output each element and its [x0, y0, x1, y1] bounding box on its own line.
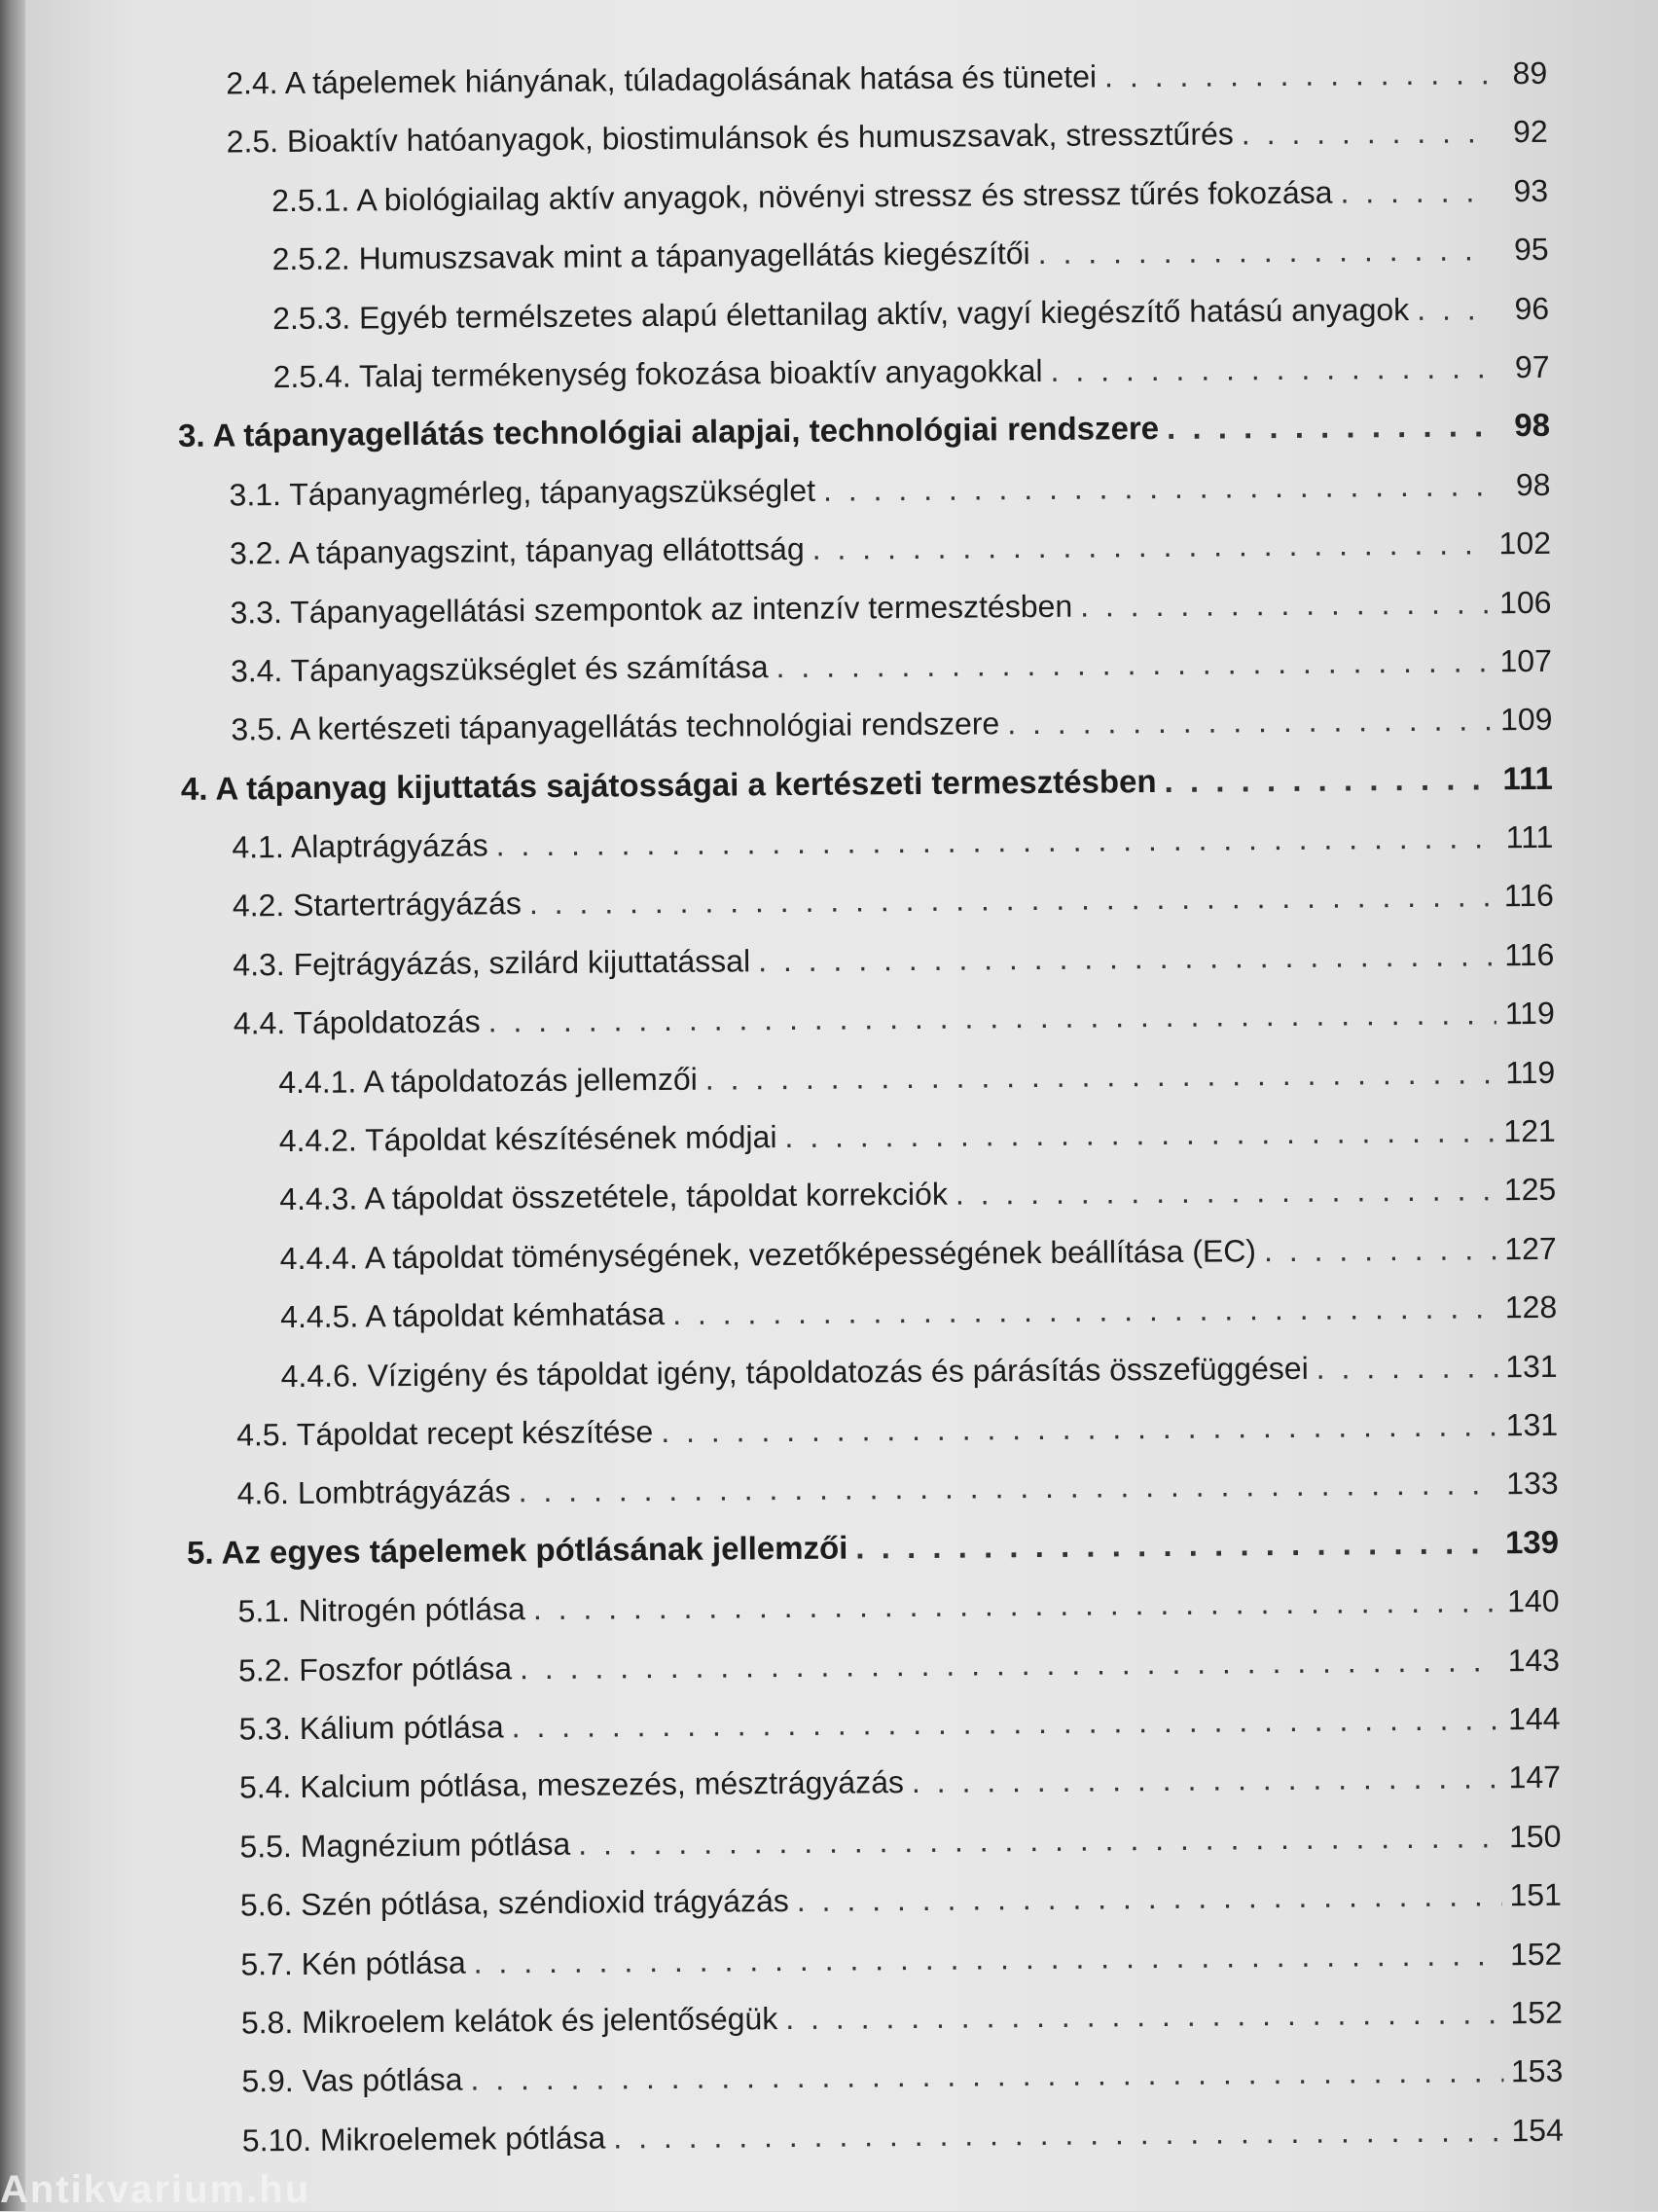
toc-entry-title: 3.4. Tápanyagszükséglet és számítása [230, 649, 769, 689]
dot-leader [487, 985, 1496, 1052]
dot-leader [1417, 279, 1491, 339]
dot-leader [1007, 691, 1493, 753]
toc-entry [170, 690, 1552, 760]
dot-leader [1104, 44, 1490, 106]
toc-entry [179, 1748, 1561, 1818]
toc-entry-page-number: 106 [1498, 584, 1552, 620]
toc-entry-title: 5.7. Kén pótlása [240, 1944, 466, 1981]
dot-leader [823, 455, 1493, 520]
toc-entry [168, 396, 1550, 466]
toc-entry-page-number: 107 [1499, 642, 1553, 679]
toc-entry-page-number: 127 [1504, 1230, 1557, 1267]
toc-entry-page-number: 109 [1499, 702, 1553, 738]
toc-entry-page-number: 98 [1515, 466, 1551, 502]
toc-entry-title: 4.6. Lombtrágyázás [236, 1473, 511, 1511]
toc-entry-page-number: 96 [1514, 290, 1550, 326]
toc-entry [181, 2042, 1563, 2112]
toc-entry [172, 925, 1554, 996]
toc-entry-title: 4.2. Startertrágyázás [232, 886, 523, 924]
toc-entry-page-number: 92 [1512, 114, 1548, 150]
toc-entry-page-number: 111 [1505, 818, 1554, 855]
toc-entry [168, 455, 1550, 526]
toc-entry [165, 102, 1547, 172]
toc-entry-page-number: 93 [1513, 172, 1549, 208]
toc-entry-page-number: 128 [1504, 1289, 1558, 1325]
toc-entry-page-number: 98 [1514, 407, 1551, 444]
toc-entry-title: 4.4.6. Vízigény és tápoldat igény, tápoldatozás és párásítás összefüggései [280, 1350, 1309, 1394]
toc-entry-title: 3. A tápanyagellátás technológiai alapjai, technológiai rendszere [177, 410, 1160, 454]
toc-entry-title: 3.3. Tápanyagellátási szempontok az intenzív termesztésben [230, 588, 1073, 631]
toc-entry-page-number: 153 [1510, 2053, 1564, 2089]
toc-entry-title: 2.5.3. Egyéb termélszetes alapú élettanilag aktív, vagyí kiegészítő hatású anyagok [271, 291, 1410, 336]
toc-entry-page-number: 121 [1503, 1112, 1556, 1149]
dot-leader [511, 1689, 1500, 1756]
dot-leader [1340, 162, 1490, 222]
toc-entry [171, 749, 1553, 819]
toc-entry-page-number: 152 [1510, 1994, 1563, 2031]
toc-entry-title: 5.9. Vas pótlása [241, 2061, 463, 2099]
dot-leader [758, 925, 1496, 990]
toc-entry-title: 4.4.3. A tápoldat összetétele, tápoldat korrekciók [279, 1177, 949, 1217]
toc-entry [171, 808, 1553, 878]
toc-entry-title: 3.5. A kertészeti tápanyagellátás technológiai rendszere [231, 706, 1000, 747]
toc-entry [180, 1924, 1562, 1994]
toc-entry [174, 1160, 1556, 1230]
toc-entry [178, 1689, 1560, 1759]
dot-leader [518, 1455, 1498, 1521]
toc-entry [172, 866, 1554, 936]
dot-leader [1164, 749, 1495, 811]
dot-leader [578, 1807, 1501, 1873]
toc-entry-page-number: 150 [1508, 1818, 1562, 1854]
toc-entry-page-number: 144 [1507, 1700, 1561, 1737]
toc-entry-title: 5.8. Mikroelem kelátok és jelentőségük [240, 2001, 778, 2041]
toc-entry [182, 2100, 1564, 2170]
dot-leader [1242, 103, 1490, 163]
toc-entry-title: 5.4. Kalcium pótlása, meszezés, mésztrágyázás [238, 1764, 905, 1805]
toc-entry [169, 514, 1551, 584]
toc-entry-title: 5.2. Foszfor pótlása [237, 1650, 513, 1688]
dot-leader [473, 1925, 1502, 1992]
dot-leader [613, 2101, 1504, 2167]
toc-entry [165, 44, 1547, 114]
toc-entry-page-number: 111 [1502, 759, 1554, 796]
toc-entry [179, 1807, 1561, 1877]
dot-leader [784, 1102, 1496, 1166]
toc-entry-page-number: 139 [1504, 1523, 1560, 1560]
dot-leader [785, 1983, 1503, 2048]
toc-entry [174, 1219, 1556, 1289]
toc-entry-page-number: 95 [1513, 232, 1549, 268]
toc-entry [175, 1278, 1557, 1348]
dot-leader [1167, 397, 1492, 458]
toc-entry-page-number: 131 [1505, 1348, 1558, 1384]
dot-leader [520, 1631, 1500, 1697]
toc-entry-title: 2.5.4. Talaj termékenység fokozása bioaktív anyagokkal [272, 352, 1043, 395]
toc-entry-page-number: 154 [1511, 2112, 1564, 2148]
toc-entry-title: 4.1. Alaptrágyázás [232, 827, 488, 865]
toc-entry-page-number: 133 [1506, 1466, 1559, 1502]
dot-leader [811, 514, 1491, 578]
dot-leader [672, 1278, 1497, 1343]
toc-entry-title: 5. Az egyes tápelemek pótlásának jellemzői [186, 1529, 848, 1571]
toc-entry-page-number: 116 [1504, 936, 1555, 973]
dot-leader [797, 1866, 1502, 1930]
toc-entry [180, 1866, 1562, 1936]
dot-leader [529, 867, 1496, 933]
dot-leader [1050, 338, 1491, 400]
toc-entry-page-number: 143 [1507, 1642, 1561, 1678]
toc-entry-title: 4.4.4. A tápoldat töménységének, vezetőképességének beállítása (EC) [279, 1233, 1257, 1276]
toc-entry [166, 220, 1548, 290]
toc-entry-page-number: 116 [1503, 878, 1554, 914]
toc-entry-page-number: 140 [1506, 1582, 1560, 1619]
dot-leader [855, 1513, 1497, 1577]
toc-entry-title: 4.4.2. Tápoldat készítésének módjai [278, 1119, 777, 1159]
dot-leader [1264, 1219, 1497, 1280]
toc-entry-title: 5.6. Szén pótlása, széndioxid trágyázás [239, 1883, 789, 1923]
toc-entry-page-number: 119 [1504, 996, 1555, 1032]
toc-entry-title: 5.1. Nitrogén pótlása [237, 1591, 525, 1629]
toc-entry-title: 4.4.5. A tápoldat kémhatása [280, 1296, 666, 1335]
toc-entry-title: 3.1. Tápanyagmérleg, tápanyagszükséglet [229, 472, 816, 513]
toc-entry [173, 984, 1555, 1054]
toc-entry [178, 1630, 1560, 1700]
toc-entry-title: 2.5. Bioaktív hatóanyagok, biostimulánsok és humuszsavak, stressztűrés [226, 116, 1234, 160]
toc-entry-title: 2.5.2. Humuszsavak mint a tápanyagellátás kiegészítői [271, 236, 1030, 277]
toc-entry-title: 4.4. Tápoldatozás [233, 1003, 481, 1041]
toc-entry-title: 4.4.1. A tápoldatozás jellemzői [278, 1061, 698, 1100]
toc-entry [167, 278, 1549, 348]
toc-entry-title: 4.5. Tápoldat recept készítése [236, 1414, 654, 1453]
toc-entry-title: 3.2. A tápanyagszint, tápanyag ellátottság [229, 530, 805, 571]
toc-entry-title: 4. A tápanyag kijuttatás sajátosságai a kertészeti termesztésben [180, 762, 1157, 807]
dot-leader [775, 632, 1492, 696]
toc-entry-page-number: 125 [1503, 1172, 1557, 1208]
toc-entry-page-number: 152 [1509, 1936, 1563, 1972]
dot-leader [912, 1749, 1501, 1812]
dot-leader [1316, 1337, 1497, 1397]
dot-leader [470, 2043, 1503, 2110]
toc-entry-page-number: 97 [1514, 348, 1550, 385]
toc-entry [176, 1454, 1558, 1524]
toc-entry-page-number: 151 [1509, 1876, 1563, 1913]
table-of-contents [165, 44, 1564, 2170]
toc-entry-title: 2.5.1. A biológiailag aktív anyagok, növényi stressz és stressz tűrés fokozása [271, 174, 1333, 218]
dot-leader [495, 808, 1495, 874]
toc-entry [177, 1513, 1559, 1583]
watermark: Antikvarium.hu [0, 2168, 311, 2211]
toc-entry-page-number: 102 [1498, 525, 1552, 562]
dot-leader [1037, 220, 1490, 282]
toc-entry [173, 1042, 1555, 1112]
toc-entry [169, 572, 1551, 642]
toc-entry [166, 162, 1548, 232]
dot-leader [661, 1396, 1498, 1461]
toc-entry [174, 1102, 1556, 1172]
dot-leader [533, 1572, 1500, 1638]
toc-entry [176, 1396, 1558, 1466]
dot-leader [955, 1161, 1496, 1224]
toc-entry-title: 4.3. Fejtrágyázás, szilárd kijuttatással [233, 943, 751, 983]
toc-entry-page-number: 131 [1505, 1406, 1559, 1443]
toc-entry [181, 1983, 1563, 2053]
toc-entry-page-number: 89 [1512, 54, 1548, 91]
toc-entry-title: 5.10. Mikroelemek pótlása [241, 2120, 606, 2158]
book-binding-edge [0, 0, 25, 2211]
toc-entry-title: 2.4. A tápelemek hiányának, túladagolásának hatása és tünetei [226, 58, 1098, 101]
toc-entry-page-number: 119 [1505, 1054, 1556, 1090]
dot-leader [705, 1043, 1497, 1108]
toc-entry [167, 338, 1549, 408]
toc-entry [177, 1572, 1559, 1642]
dot-leader [1080, 573, 1492, 635]
toc-entry-title: 5.5. Magnézium pótlása [239, 1826, 571, 1865]
toc-entry-page-number: 147 [1508, 1759, 1562, 1795]
toc-entry [175, 1336, 1557, 1406]
toc-entry-title: 5.3. Kálium pótlása [238, 1709, 504, 1747]
toc-entry [170, 632, 1552, 702]
